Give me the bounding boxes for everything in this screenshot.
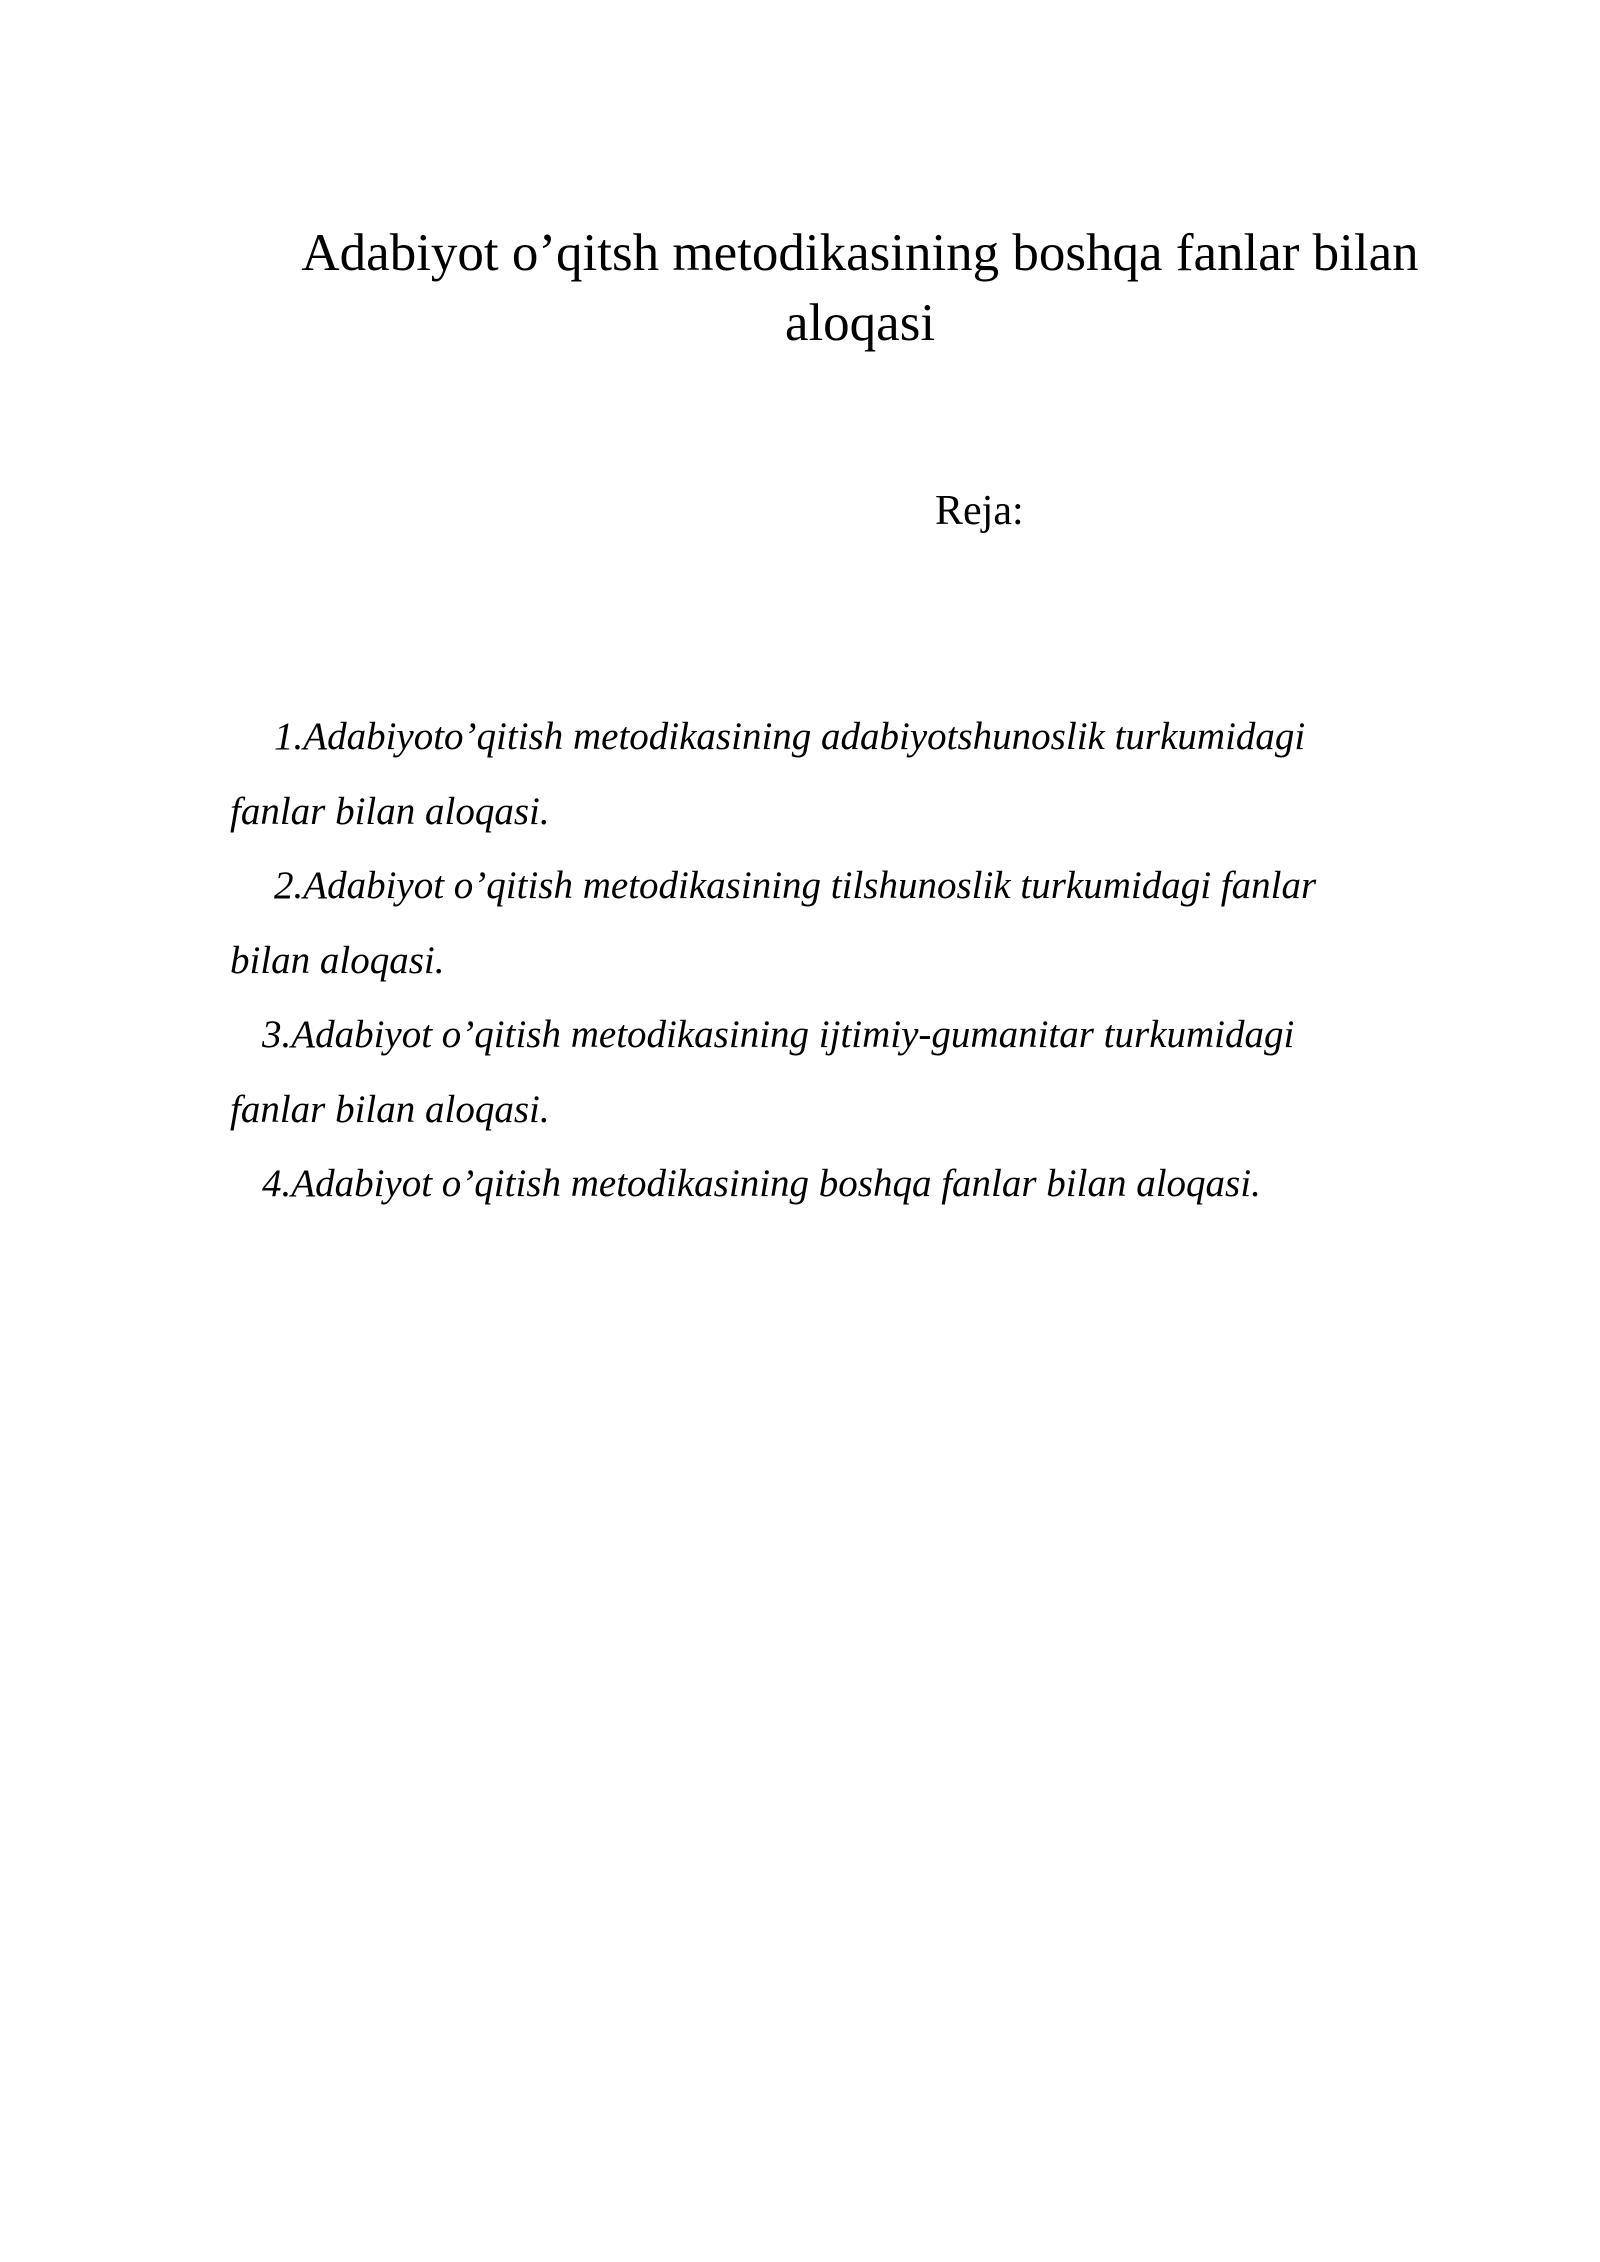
plan-item-line: fanlar bilan aloqasi. [230,1087,550,1131]
plan-item-line: fanlar bilan aloqasi. [230,789,550,833]
plan-item-line: bilan aloqasi. [230,938,445,982]
plan-item-3 [230,998,1430,1147]
plan-item-line: 4.Adabiyot o’qitish metodikasining boshqa fanlar bilan aloqasi. [262,1162,1261,1205]
plan-item-4 [230,1147,1430,1222]
plan-list [230,700,1430,1222]
plan-item-line: 3.Adabiyot o’qitish metodikasining ijtimiy-gumanitar turkumidagi [262,1013,1295,1056]
plan-item-line: 2.Adabiyot o’qitish metodikasining tilshunoslik turkumidagi fanlar [274,864,1317,907]
plan-item-1 [230,700,1430,849]
plan-item-2 [230,849,1430,998]
document-title: Adabiyot o’qitsh metodikasining boshqa fanlar bilan aloqasi [301,224,1419,352]
plan-item-line: 1.Adabiyoto’qitish metodikasining adabiyotshunoslik turkumidagi [274,715,1306,758]
plan-heading: Reja: [935,488,1024,534]
